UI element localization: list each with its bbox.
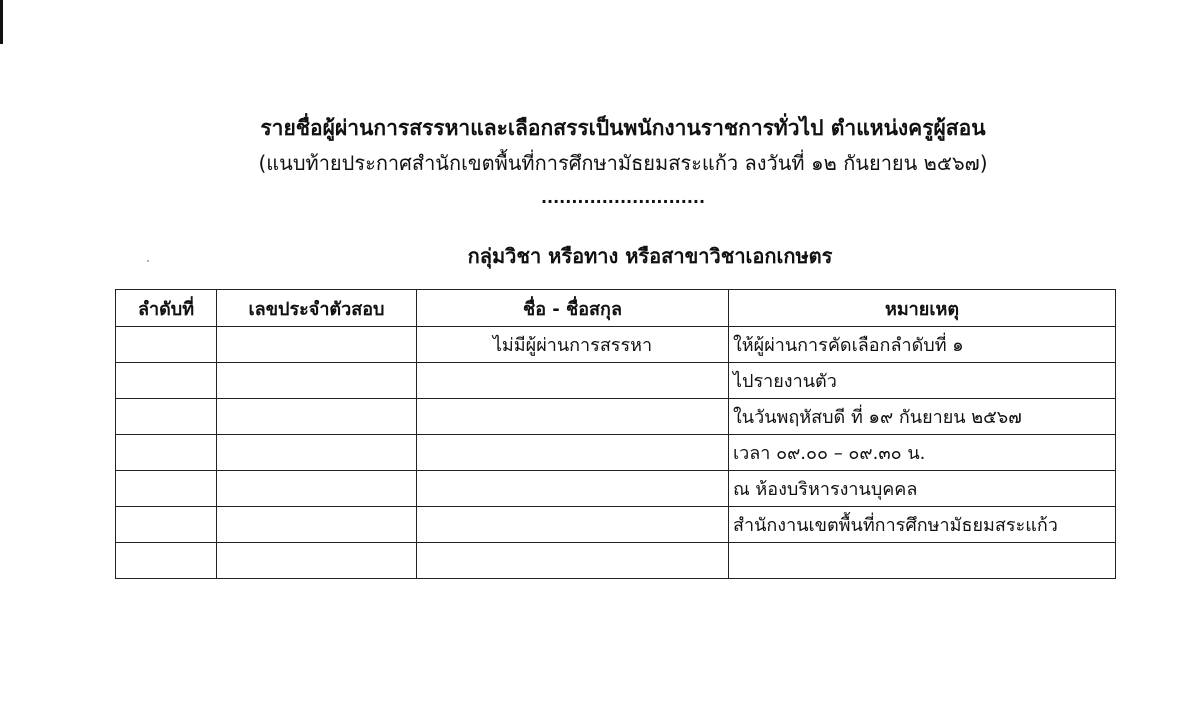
header-exam-id: เลขประจำตัวสอบ xyxy=(217,290,417,327)
note-cell xyxy=(729,543,1116,579)
candidate-table xyxy=(115,289,1116,579)
subject-group-heading: กลุ่มวิชา หรือทาง หรือสาขาวิชาเอกเกษตร xyxy=(467,244,833,268)
name-cell xyxy=(417,363,729,399)
name-cell xyxy=(417,471,729,507)
exam-id-cell xyxy=(217,327,417,363)
header-order: ลำดับที่ xyxy=(116,290,217,327)
name-cell xyxy=(417,543,729,579)
note-cell: สำนักงานเขตพื้นที่การศึกษามัธยมสระแก้ว xyxy=(729,507,1116,543)
separator-dots: ........................... xyxy=(540,188,706,207)
order-cell xyxy=(116,543,217,579)
name-cell: ไม่มีผู้ผ่านการสรรหา xyxy=(417,327,729,363)
scan-speck xyxy=(147,260,149,262)
note-cell: ณ ห้องบริหารงานบุคคล xyxy=(729,471,1116,507)
exam-id-cell xyxy=(217,507,417,543)
name-cell xyxy=(417,435,729,471)
order-cell xyxy=(116,327,217,363)
name-cell xyxy=(417,399,729,435)
exam-id-cell xyxy=(217,435,417,471)
header-full-name: ชื่อ - ชื่อสกุล xyxy=(417,290,729,327)
exam-id-cell xyxy=(217,543,417,579)
order-cell xyxy=(116,363,217,399)
table-row xyxy=(116,435,1116,471)
name-cell xyxy=(417,507,729,543)
exam-id-cell xyxy=(217,471,417,507)
table-row xyxy=(116,399,1116,435)
document-subtitle: (แนบท้ายประกาศสำนักเขตพื้นที่การศึกษามัธยมสระแก้ว ลงวันที่ ๑๒ กันยายน ๒๕๖๗) xyxy=(258,151,988,175)
table-row xyxy=(116,543,1116,579)
exam-id-cell xyxy=(217,363,417,399)
page-edge-mark xyxy=(0,0,3,44)
exam-id-cell xyxy=(217,399,417,435)
order-cell xyxy=(116,399,217,435)
order-cell xyxy=(116,471,217,507)
table-row xyxy=(116,327,1116,363)
note-cell: ในวันพฤหัสบดี ที่ ๑๙ กันยายน ๒๕๖๗ xyxy=(729,399,1116,435)
header-remarks: หมายเหตุ xyxy=(729,290,1116,327)
table-header-row xyxy=(116,290,1116,327)
document-title: รายชื่อผู้ผ่านการสรรหาและเลือกสรรเป็นพนักงานราชการทั่วไป ตำแหน่งครูผู้สอน xyxy=(260,116,986,140)
table-row xyxy=(116,363,1116,399)
note-cell: เวลา ๐๙.๐๐ – ๐๙.๓๐ น. xyxy=(729,435,1116,471)
table-row xyxy=(116,507,1116,543)
table-row xyxy=(116,471,1116,507)
note-cell: ให้ผู้ผ่านการคัดเลือกลำดับที่ ๑ xyxy=(729,327,1116,363)
order-cell xyxy=(116,435,217,471)
note-cell: ไปรายงานตัว xyxy=(729,363,1116,399)
order-cell xyxy=(116,507,217,543)
